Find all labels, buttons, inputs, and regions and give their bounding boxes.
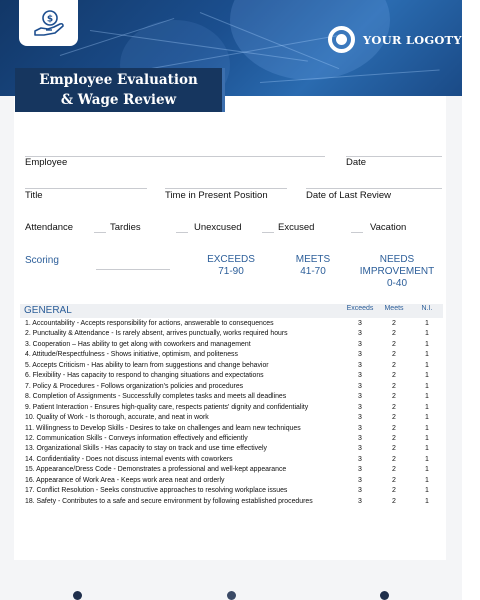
score-ni[interactable]: 1 bbox=[425, 351, 429, 359]
score-meets[interactable]: 2 bbox=[392, 445, 396, 453]
list-item bbox=[25, 445, 443, 456]
title-label: Title bbox=[25, 190, 43, 201]
date-last-review-field[interactable] bbox=[306, 188, 442, 189]
score-exceeds[interactable]: 3 bbox=[358, 382, 362, 390]
list-item bbox=[25, 404, 443, 415]
list-item bbox=[25, 393, 443, 404]
employee-field[interactable] bbox=[25, 156, 325, 157]
score-ni[interactable]: 1 bbox=[425, 434, 429, 442]
time-in-position-field[interactable] bbox=[165, 188, 287, 189]
item-text: 17. Conflict Resolution - Seeks constructive approaches to resolving workplace issues bbox=[25, 487, 288, 495]
general-header bbox=[20, 304, 443, 318]
score-ni[interactable]: 1 bbox=[425, 476, 429, 484]
svg-text:$: $ bbox=[46, 14, 53, 25]
col-ni: N.I. bbox=[421, 305, 433, 312]
score-ni[interactable]: 1 bbox=[425, 393, 429, 401]
list-item bbox=[25, 498, 443, 509]
item-text: 2. Punctuality & Attendance - Is rarely absent, arrives punctually, works required hours bbox=[25, 330, 288, 338]
item-text: 13. Organizational Skills - Has capacity to stay on track and use time effectively bbox=[25, 445, 267, 453]
score-meets[interactable]: 2 bbox=[392, 487, 396, 495]
score-exceeds[interactable]: 3 bbox=[358, 466, 362, 474]
vacation-field[interactable] bbox=[351, 232, 363, 233]
score-ni[interactable]: 1 bbox=[425, 382, 429, 390]
list-item bbox=[25, 487, 443, 498]
score-ni[interactable]: 1 bbox=[425, 445, 429, 453]
item-text: 16. Appearance of Work Area - Keeps work area neat and orderly bbox=[25, 476, 225, 484]
excused-field[interactable] bbox=[262, 232, 274, 233]
item-text: 9. Patient Interaction - Ensures high-quality care, respects patients' dignity and confidentiality bbox=[25, 403, 309, 411]
score-ni[interactable]: 1 bbox=[425, 414, 429, 422]
score-meets[interactable]: 2 bbox=[392, 372, 396, 380]
employee-label: Employee bbox=[25, 157, 68, 168]
score-exceeds[interactable]: 3 bbox=[358, 372, 362, 380]
item-text: 7. Policy & Procedures - Follows organization's policies and procedures bbox=[25, 382, 244, 390]
col-meets: Meets bbox=[384, 305, 404, 312]
ring-logo-icon bbox=[328, 26, 355, 53]
footer-dot bbox=[73, 591, 82, 600]
score-meets[interactable]: 2 bbox=[392, 330, 396, 338]
score-meets[interactable]: 2 bbox=[392, 351, 396, 359]
score-exceeds[interactable]: 3 bbox=[358, 434, 362, 442]
score-meets[interactable]: 2 bbox=[392, 340, 396, 348]
score-exceeds[interactable]: 3 bbox=[358, 424, 362, 432]
col-exceeds: Exceeds bbox=[346, 305, 374, 312]
score-ni[interactable]: 1 bbox=[425, 466, 429, 474]
list-item bbox=[25, 435, 443, 446]
score-meets[interactable]: 2 bbox=[392, 403, 396, 411]
item-text: 5. Accepts Criticism - Has ability to learn from suggestions and change behavior bbox=[25, 361, 269, 369]
item-text: 10. Quality of Work - Is thorough, accurate, and neat in work bbox=[25, 414, 209, 422]
title-field[interactable] bbox=[25, 188, 147, 189]
item-text: 11. Willingness to Develop Skills - Desires to take on challenges and learn new techniques bbox=[25, 424, 301, 432]
score-ni[interactable]: 1 bbox=[425, 487, 429, 495]
item-text: 3. Cooperation – Has ability to get along with coworkers and management bbox=[25, 340, 251, 348]
scoring-field[interactable] bbox=[96, 269, 170, 270]
logo-text: YOUR LOGOTYPE bbox=[363, 32, 480, 47]
score-meets[interactable]: 2 bbox=[392, 361, 396, 369]
score-exceeds[interactable]: 3 bbox=[358, 476, 362, 484]
list-item bbox=[25, 414, 443, 425]
list-item bbox=[25, 351, 443, 362]
score-exceeds[interactable]: 3 bbox=[358, 361, 362, 369]
score-ni[interactable]: 1 bbox=[425, 361, 429, 369]
date-label: Date bbox=[346, 157, 367, 168]
list-item bbox=[25, 362, 443, 373]
general-title: GENERAL bbox=[24, 305, 72, 316]
score-ni[interactable]: 1 bbox=[425, 330, 429, 338]
item-text: 6. Flexibility - Has capacity to respond to changing situations and expectations bbox=[25, 372, 264, 380]
score-ni[interactable]: 1 bbox=[425, 424, 429, 432]
list-item bbox=[25, 383, 443, 394]
score-exceeds[interactable]: 3 bbox=[358, 487, 362, 495]
attendance-label: Attendance bbox=[25, 222, 74, 233]
list-item bbox=[25, 425, 443, 436]
logotype bbox=[328, 26, 480, 53]
list-item bbox=[25, 466, 443, 477]
score-meets[interactable]: 2 bbox=[392, 414, 396, 422]
score-meets[interactable]: 2 bbox=[392, 466, 396, 474]
list-item bbox=[25, 341, 443, 352]
date-last-review-label: Date of Last Review bbox=[306, 190, 392, 201]
date-field[interactable] bbox=[346, 156, 442, 157]
list-item bbox=[25, 372, 443, 383]
item-text: 14. Confidentiality - Does not discuss internal events with coworkers bbox=[25, 455, 233, 463]
footer-dot bbox=[380, 591, 389, 600]
score-meets[interactable]: 2 bbox=[392, 424, 396, 432]
score-needs-improvement: NEEDS IMPROVEMENT 0-40 bbox=[359, 254, 435, 289]
list-item bbox=[25, 456, 443, 467]
list-item bbox=[25, 330, 443, 341]
score-meets[interactable]: 2 bbox=[392, 382, 396, 390]
score-exceeds[interactable]: 3 bbox=[358, 320, 362, 327]
score-exceeds[interactable]: 3 bbox=[358, 445, 362, 453]
score-meets[interactable]: 2 bbox=[392, 476, 396, 484]
document-title: Employee Evaluation & Wage Review bbox=[15, 68, 225, 112]
score-ni[interactable]: 1 bbox=[425, 372, 429, 380]
score-ni[interactable]: 1 bbox=[425, 340, 429, 348]
badge-icon-box bbox=[19, 0, 78, 46]
unexcused-label: Unexcused bbox=[194, 222, 242, 233]
tardies-label: Tardies bbox=[110, 222, 141, 233]
vacation-label: Vacation bbox=[370, 222, 407, 233]
score-exceeds[interactable]: 3 bbox=[358, 393, 362, 401]
list-item bbox=[25, 320, 443, 331]
score-ni[interactable]: 1 bbox=[425, 455, 429, 463]
score-meets[interactable]: 2 bbox=[392, 393, 396, 401]
score-exceeds: EXCEEDS 71-90 bbox=[207, 254, 255, 277]
item-text: 1. Accountability - Accepts responsibility for actions, answerable to consequences bbox=[25, 320, 274, 327]
hand-money-icon bbox=[32, 7, 66, 39]
score-exceeds[interactable]: 3 bbox=[358, 403, 362, 411]
item-text: 18. Safety - Contributes to a safe and secure environment by following established procedures bbox=[25, 497, 313, 505]
score-exceeds[interactable]: 3 bbox=[358, 455, 362, 463]
footer-dot bbox=[227, 591, 236, 600]
unexcused-field[interactable] bbox=[176, 232, 188, 233]
score-exceeds[interactable]: 3 bbox=[358, 414, 362, 422]
item-text: 15. Appearance/Dress Code - Demonstrates a professional and well-kept appearance bbox=[25, 466, 287, 474]
score-ni[interactable]: 1 bbox=[425, 403, 429, 411]
score-ni[interactable]: 1 bbox=[425, 497, 429, 505]
score-exceeds[interactable]: 3 bbox=[358, 497, 362, 505]
time-in-position-label: Time in Present Position bbox=[165, 190, 268, 201]
score-meets[interactable]: 2 bbox=[392, 320, 396, 327]
item-text: 8. Completion of Assignments - Successfully completes tasks and meets all deadlines bbox=[25, 393, 287, 401]
score-meets[interactable]: 2 bbox=[392, 455, 396, 463]
score-meets[interactable]: 2 bbox=[392, 434, 396, 442]
list-item bbox=[25, 477, 443, 488]
score-exceeds[interactable]: 3 bbox=[358, 330, 362, 338]
item-text: 12. Communication Skills - Conveys information effectively and efficiently bbox=[25, 434, 248, 442]
item-text: 4. Attitude/Respectfulness - Shows initiative, optimism, and politeness bbox=[25, 351, 238, 359]
score-ni[interactable]: 1 bbox=[425, 320, 429, 327]
score-exceeds[interactable]: 3 bbox=[358, 340, 362, 348]
scoring-label: Scoring bbox=[25, 255, 59, 266]
score-meets[interactable]: 2 bbox=[392, 497, 396, 505]
score-meets: MEETS 41-70 bbox=[295, 254, 331, 277]
tardies-field[interactable] bbox=[94, 232, 106, 233]
excused-label: Excused bbox=[278, 222, 315, 233]
score-exceeds[interactable]: 3 bbox=[358, 351, 362, 359]
